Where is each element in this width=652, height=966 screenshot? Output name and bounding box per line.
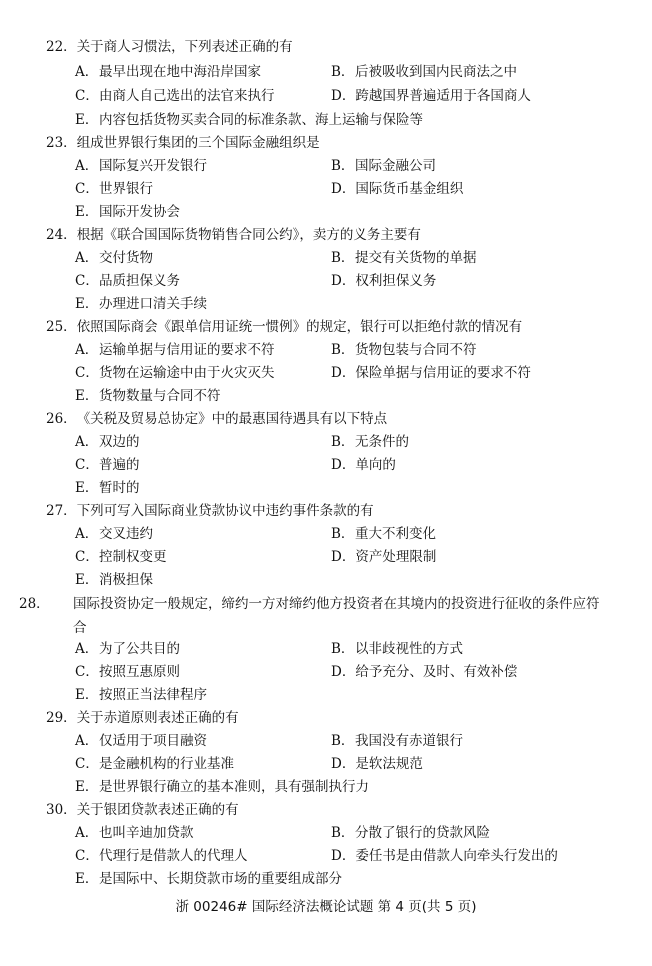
option-22-a	[75, 61, 261, 84]
option-text: 双边的	[99, 434, 140, 450]
option-letter: B．	[331, 641, 355, 657]
option-text: 也叫辛迪加贷款	[99, 825, 194, 841]
option-letter: B．	[331, 526, 355, 542]
question-29-stem	[46, 707, 606, 730]
option-text: 普遍的	[99, 457, 140, 473]
option-letter: C．	[75, 848, 99, 864]
option-letter: C．	[75, 664, 99, 680]
option-23-b	[331, 155, 436, 178]
option-text: 内容包括货物买卖合同的标准条款、海上运输与保险等	[99, 112, 423, 128]
option-text: 最早出现在地中海沿岸国家	[99, 64, 261, 80]
question-text: 根据《联合国国际货物销售合同公约》，卖方的义务主要有	[76, 227, 421, 243]
question-28-stem	[19, 593, 612, 640]
option-text: 给予充分、及时、有效补偿	[355, 664, 518, 680]
option-23-a	[75, 155, 207, 178]
option-letter: A．	[75, 733, 99, 749]
option-text: 后被吸收到国内民商法之中	[355, 64, 517, 80]
option-text: 按照互惠原则	[99, 664, 180, 680]
option-29-d	[331, 753, 423, 776]
option-23-d	[331, 178, 463, 201]
option-26-a	[75, 431, 140, 454]
option-text: 货物包装与合同不符	[355, 342, 477, 358]
option-text: 是世界银行确立的基本准则，具有强制执行力	[99, 779, 369, 795]
option-text: 国际货币基金组织	[355, 181, 464, 197]
option-text: 提交有关货物的单据	[355, 250, 477, 266]
option-25-b	[331, 339, 477, 362]
option-text: 代理行是借款人的代理人	[99, 848, 248, 864]
option-letter: D．	[331, 756, 356, 772]
option-28-a	[75, 638, 180, 661]
option-29-a	[75, 730, 207, 753]
option-30-e	[75, 868, 342, 891]
option-letter: E．	[75, 480, 99, 496]
option-22-d	[331, 85, 531, 108]
option-letter: D．	[331, 457, 356, 473]
question-27-stem	[46, 500, 606, 523]
option-letter: A．	[75, 64, 99, 80]
option-24-c	[75, 270, 180, 293]
option-text: 无条件的	[355, 434, 409, 450]
option-text: 是金融机构的行业基准	[99, 756, 234, 772]
option-text: 暂时的	[99, 480, 140, 496]
option-letter: A．	[75, 158, 99, 174]
option-24-e	[75, 293, 207, 316]
option-text: 货物在运输途中由于火灾灭失	[99, 365, 275, 381]
option-23-c	[75, 178, 153, 201]
option-text: 交叉违约	[99, 526, 153, 542]
option-text: 国际金融公司	[355, 158, 436, 174]
option-letter: B．	[331, 434, 355, 450]
option-24-d	[331, 270, 436, 293]
option-30-c	[75, 845, 248, 868]
option-text: 单向的	[355, 457, 396, 473]
option-text: 权利担保义务	[355, 273, 437, 289]
question-25-stem	[46, 316, 606, 339]
option-24-b	[331, 247, 477, 270]
option-26-b	[331, 431, 409, 454]
option-text: 按照正当法律程序	[99, 687, 207, 703]
option-text: 是国际中、长期贷款市场的重要组成部分	[99, 871, 342, 887]
option-letter: E．	[75, 296, 99, 312]
option-26-d	[331, 454, 396, 477]
option-text: 我国没有赤道银行	[355, 733, 463, 749]
option-28-e	[75, 684, 207, 707]
question-number: 26．	[46, 411, 77, 427]
option-letter: E．	[75, 204, 99, 220]
question-text: 组成世界银行集团的三个国际金融组织是	[76, 135, 320, 151]
option-25-a	[75, 339, 275, 362]
option-letter: C．	[75, 756, 99, 772]
question-number: 30．	[46, 802, 77, 818]
option-letter: D．	[331, 365, 356, 381]
option-text: 重大不利变化	[355, 526, 436, 542]
option-26-c	[75, 454, 140, 477]
option-28-c	[75, 661, 180, 684]
option-letter: C．	[75, 365, 99, 381]
question-text: 下列可写入国际商业贷款协议中违约事件条款的有	[76, 503, 374, 519]
option-letter: D．	[331, 88, 356, 104]
option-22-c	[75, 85, 275, 108]
option-letter: A．	[75, 434, 99, 450]
question-text: 关于赤道原则表述正确的有	[76, 710, 239, 726]
option-text: 消极担保	[99, 572, 153, 588]
option-letter: E．	[75, 687, 99, 703]
option-letter: B．	[331, 158, 355, 174]
option-letter: E．	[75, 388, 99, 404]
option-text: 世界银行	[99, 181, 153, 197]
option-27-e	[75, 569, 153, 592]
option-text: 分散了银行的贷款风险	[355, 825, 490, 841]
question-number: 27．	[46, 503, 77, 519]
option-letter: C．	[75, 181, 99, 197]
option-letter: D．	[331, 664, 356, 680]
option-text: 以非歧视性的方式	[355, 641, 463, 657]
question-text: 国际投资协定一般规定，缔约一方对缔约他方投资者在其境内的投资进行征收的条件应符合	[73, 596, 600, 636]
option-text: 保险单据与信用证的要求不符	[355, 365, 531, 381]
option-27-c	[75, 546, 167, 569]
option-text: 品质担保义务	[99, 273, 180, 289]
question-text: 《关税及贸易总协定》中的最惠国待遇具有以下特点	[76, 411, 388, 427]
option-letter: C．	[75, 457, 99, 473]
option-23-e	[75, 201, 180, 224]
question-text: 依照国际商会《跟单信用证统一惯例》的规定，银行可以拒绝付款的情况有	[76, 319, 523, 335]
question-number: 23．	[46, 135, 77, 151]
option-text: 资产处理限制	[355, 549, 437, 565]
page-footer: 浙 00246# 国际经济法概论试题 第 4 页(共 5 页)	[175, 899, 477, 915]
option-24-a	[75, 247, 153, 270]
option-text: 控制权变更	[99, 549, 167, 565]
option-28-b	[331, 638, 463, 661]
option-text: 由商人自己选出的法官来执行	[99, 88, 275, 104]
option-text: 国际复兴开发银行	[99, 158, 207, 174]
option-27-a	[75, 523, 153, 546]
option-29-e	[75, 776, 369, 799]
option-letter: C．	[75, 549, 99, 565]
option-letter: C．	[75, 273, 99, 289]
question-text: 关于银团贷款表述正确的有	[76, 802, 239, 818]
option-letter: A．	[75, 250, 99, 266]
option-29-b	[331, 730, 463, 753]
option-text: 运输单据与信用证的要求不符	[99, 342, 275, 358]
option-letter: E．	[75, 871, 99, 887]
option-25-d	[331, 362, 531, 385]
option-letter: A．	[75, 342, 99, 358]
question-number: 25．	[46, 319, 77, 335]
question-30-stem	[46, 799, 606, 822]
option-27-b	[331, 523, 436, 546]
option-letter: A．	[75, 825, 99, 841]
option-letter: D．	[331, 848, 356, 864]
option-text: 国际开发协会	[99, 204, 180, 220]
option-letter: B．	[331, 342, 355, 358]
option-letter: B．	[331, 250, 355, 266]
option-text: 委任书是由借款人向牵头行发出的	[355, 848, 558, 864]
option-25-e	[75, 385, 221, 408]
option-letter: E．	[75, 112, 99, 128]
option-letter: D．	[331, 549, 356, 565]
question-number: 24．	[46, 227, 77, 243]
question-text: 关于商人习惯法，下列表述正确的有	[76, 39, 293, 55]
option-text: 仅适用于项目融资	[99, 733, 207, 749]
option-letter: C．	[75, 88, 99, 104]
question-26-stem	[46, 408, 606, 431]
option-letter: E．	[75, 572, 99, 588]
option-27-d	[331, 546, 436, 569]
option-22-e	[75, 109, 423, 132]
option-text: 是软法规范	[355, 756, 423, 772]
question-23-stem	[46, 132, 606, 155]
option-letter: E．	[75, 779, 99, 795]
option-letter: D．	[331, 273, 356, 289]
option-text: 交付货物	[99, 250, 153, 266]
question-number: 28．	[19, 596, 50, 612]
option-text: 跨越国界普遍适用于各国商人	[355, 88, 531, 104]
option-letter: A．	[75, 526, 99, 542]
option-28-d	[331, 661, 517, 684]
option-30-b	[331, 822, 490, 845]
question-number: 29．	[46, 710, 77, 726]
question-number: 22．	[46, 39, 77, 55]
option-letter: D．	[331, 181, 356, 197]
option-29-c	[75, 753, 234, 776]
option-letter: B．	[331, 64, 355, 80]
question-22-stem	[46, 36, 606, 59]
option-letter: B．	[331, 733, 355, 749]
option-text: 货物数量与合同不符	[99, 388, 221, 404]
option-30-a	[75, 822, 194, 845]
option-letter: A．	[75, 641, 99, 657]
option-text: 为了公共目的	[99, 641, 180, 657]
option-25-c	[75, 362, 275, 385]
option-26-e	[75, 477, 140, 500]
option-30-d	[331, 845, 558, 868]
option-22-b	[331, 61, 517, 84]
question-24-stem	[46, 224, 606, 247]
option-letter: B．	[331, 825, 355, 841]
option-text: 办理进口清关手续	[99, 296, 207, 312]
